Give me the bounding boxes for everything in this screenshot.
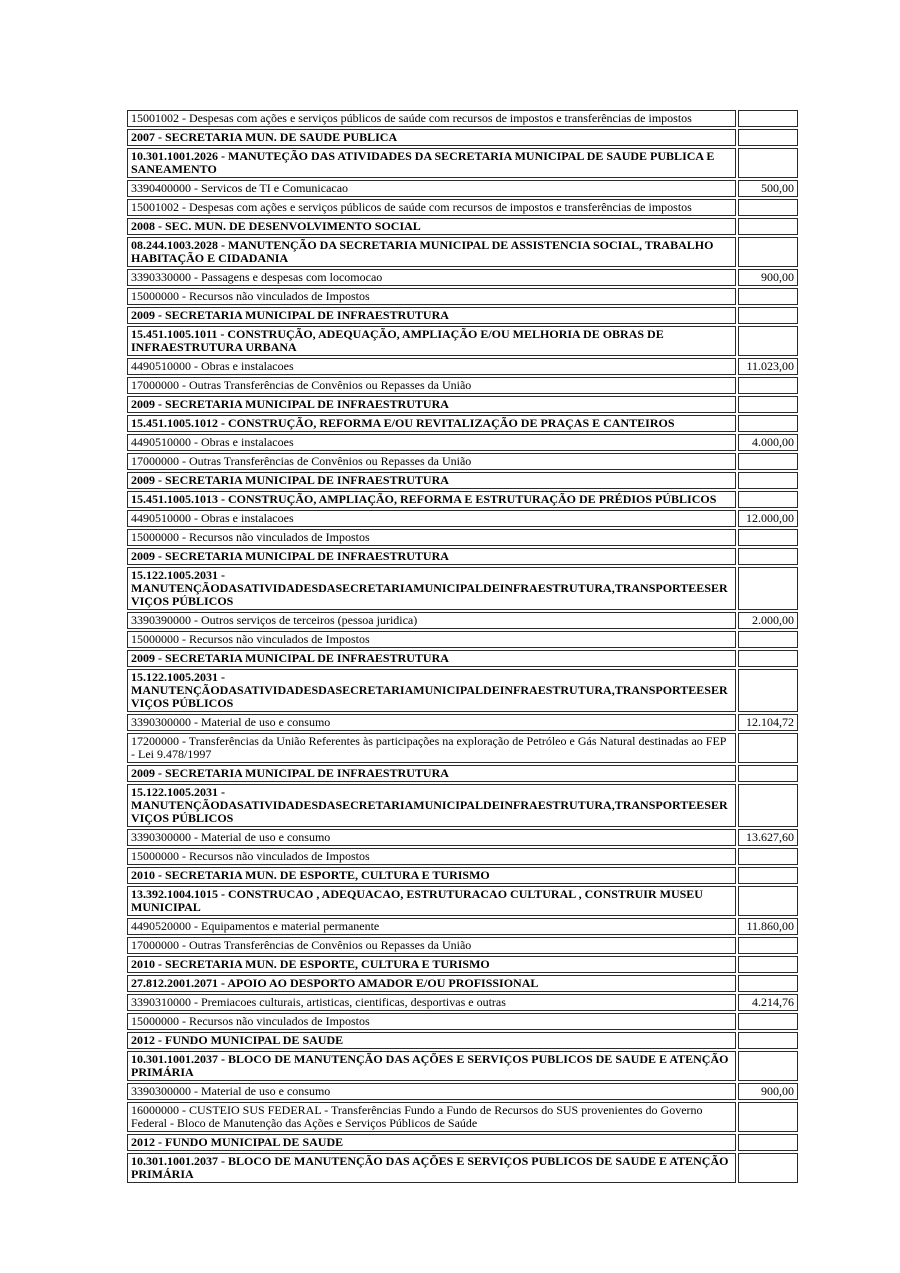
table-row bbox=[127, 1083, 798, 1100]
table-row bbox=[127, 848, 798, 865]
row-description-cell: 15000000 - Recursos não vinculados de Impostos bbox=[127, 1013, 736, 1030]
table-row-heading bbox=[127, 765, 798, 782]
row-description-cell: 3390400000 - Servicos de TI e Comunicacao bbox=[127, 180, 736, 197]
row-value-cell bbox=[738, 218, 798, 235]
row-description-cell: 15.451.1005.1012 - CONSTRUÇÃO, REFORMA E/OU REVITALIZAÇÃO DE PRAÇAS E CANTEIROS bbox=[127, 415, 736, 432]
budget-report-page bbox=[125, 108, 800, 1185]
row-value-cell: 2.000,00 bbox=[738, 612, 798, 629]
table-row-heading bbox=[127, 326, 798, 356]
row-description-cell: 4490510000 - Obras e instalacoes bbox=[127, 510, 736, 527]
row-description-cell: 4490510000 - Obras e instalacoes bbox=[127, 434, 736, 451]
row-description-cell: 3390300000 - Material de uso e consumo bbox=[127, 829, 736, 846]
row-value-cell bbox=[738, 415, 798, 432]
row-value-cell: 12.000,00 bbox=[738, 510, 798, 527]
row-value-cell bbox=[738, 548, 798, 565]
row-value-cell bbox=[738, 288, 798, 305]
row-description-cell: 15.122.1005.2031 - MANUTENÇÃODASATIVIDADESDASECRETARIAMUNICIPALDEINFRAESTRUTURA,TRANSPORTEESERVIÇOS PÚBLICOS bbox=[127, 669, 736, 712]
row-value-cell bbox=[738, 650, 798, 667]
table-row-heading bbox=[127, 567, 798, 610]
row-value-cell bbox=[738, 529, 798, 546]
row-value-cell bbox=[738, 307, 798, 324]
row-description-cell: 15.122.1005.2031 - MANUTENÇÃODASATIVIDADESDASECRETARIAMUNICIPALDEINFRAESTRUTURA,TRANSPORTEESERVIÇOS PÚBLICOS bbox=[127, 784, 736, 827]
row-value-cell bbox=[738, 199, 798, 216]
row-description-cell: 08.244.1003.2028 - MANUTENÇÃO DA SECRETARIA MUNICIPAL DE ASSISTENCIA SOCIAL, TRABALHO HABITAÇÃO E CIDADANIA bbox=[127, 237, 736, 267]
row-value-cell bbox=[738, 1051, 798, 1081]
table-row bbox=[127, 434, 798, 451]
table-row-heading bbox=[127, 472, 798, 489]
table-row bbox=[127, 918, 798, 935]
row-value-cell bbox=[738, 1102, 798, 1132]
row-description-cell: 2010 - SECRETARIA MUN. DE ESPORTE, CULTURA E TURISMO bbox=[127, 867, 736, 884]
row-description-cell: 15001002 - Despesas com ações e serviços públicos de saúde com recursos de impostos e transferências de impostos bbox=[127, 199, 736, 216]
row-value-cell bbox=[738, 472, 798, 489]
row-value-cell: 12.104,72 bbox=[738, 714, 798, 731]
row-value-cell bbox=[738, 237, 798, 267]
row-value-cell bbox=[738, 867, 798, 884]
row-description-cell: 15000000 - Recursos não vinculados de Impostos bbox=[127, 529, 736, 546]
table-row bbox=[127, 199, 798, 216]
row-value-cell bbox=[738, 110, 798, 127]
row-description-cell: 2007 - SECRETARIA MUN. DE SAUDE PUBLICA bbox=[127, 129, 736, 146]
table-row-heading bbox=[127, 669, 798, 712]
table-row-heading bbox=[127, 784, 798, 827]
table-row bbox=[127, 377, 798, 394]
table-row-heading bbox=[127, 491, 798, 508]
row-value-cell bbox=[738, 148, 798, 178]
budget-table bbox=[125, 108, 800, 1185]
table-row bbox=[127, 829, 798, 846]
table-row bbox=[127, 180, 798, 197]
row-description-cell: 15000000 - Recursos não vinculados de Impostos bbox=[127, 848, 736, 865]
table-row bbox=[127, 510, 798, 527]
table-row bbox=[127, 1013, 798, 1030]
table-row-heading bbox=[127, 148, 798, 178]
row-description-cell: 2009 - SECRETARIA MUNICIPAL DE INFRAESTRUTURA bbox=[127, 396, 736, 413]
row-value-cell bbox=[738, 975, 798, 992]
table-row-heading bbox=[127, 1134, 798, 1151]
row-description-cell: 17200000 - Transferências da União Referentes às participações na exploração de Petróleo e Gás Natural destinadas ao FEP - Lei 9.478/1997 bbox=[127, 733, 736, 763]
row-description-cell: 10.301.1001.2037 - BLOCO DE MANUTENÇÃO DAS AÇÕES E SERVIÇOS PUBLICOS DE SAUDE E ATENÇÃO PRIMÁRIA bbox=[127, 1051, 736, 1081]
row-description-cell: 15.451.1005.1011 - CONSTRUÇÃO, ADEQUAÇÃO, AMPLIAÇÃO E/OU MELHORIA DE OBRAS DE INFRAESTRUTURA URBANA bbox=[127, 326, 736, 356]
row-description-cell: 2009 - SECRETARIA MUNICIPAL DE INFRAESTRUTURA bbox=[127, 650, 736, 667]
table-row-heading bbox=[127, 307, 798, 324]
table-row-heading bbox=[127, 1153, 798, 1183]
row-value-cell bbox=[738, 765, 798, 782]
row-value-cell bbox=[738, 886, 798, 916]
table-row bbox=[127, 937, 798, 954]
row-description-cell: 17000000 - Outras Transferências de Convênios ou Repasses da União bbox=[127, 377, 736, 394]
row-description-cell: 2009 - SECRETARIA MUNICIPAL DE INFRAESTRUTURA bbox=[127, 765, 736, 782]
table-row-heading bbox=[127, 396, 798, 413]
budget-table-body bbox=[127, 110, 798, 1183]
row-description-cell: 16000000 - CUSTEIO SUS FEDERAL - Transferências Fundo a Fundo de Recursos do SUS provenientes do Governo Federal - Bloco de Manutenção das Ações e Serviços Públicos de Saúde bbox=[127, 1102, 736, 1132]
row-description-cell: 2012 - FUNDO MUNICIPAL DE SAUDE bbox=[127, 1032, 736, 1049]
row-value-cell bbox=[738, 567, 798, 610]
row-value-cell: 11.023,00 bbox=[738, 358, 798, 375]
row-description-cell: 15001002 - Despesas com ações e serviços públicos de saúde com recursos de impostos e transferências de impostos bbox=[127, 110, 736, 127]
row-description-cell: 15000000 - Recursos não vinculados de Impostos bbox=[127, 631, 736, 648]
table-row bbox=[127, 110, 798, 127]
row-description-cell: 3390310000 - Premiacoes culturais, artisticas, cientificas, desportivas e outras bbox=[127, 994, 736, 1011]
table-row bbox=[127, 288, 798, 305]
table-row-heading bbox=[127, 886, 798, 916]
row-value-cell: 4.214,76 bbox=[738, 994, 798, 1011]
row-description-cell: 15.451.1005.1013 - CONSTRUÇÃO, AMPLIAÇÃO, REFORMA E ESTRUTURAÇÃO DE PRÉDIOS PÚBLICOS bbox=[127, 491, 736, 508]
row-value-cell bbox=[738, 396, 798, 413]
row-description-cell: 2012 - FUNDO MUNICIPAL DE SAUDE bbox=[127, 1134, 736, 1151]
row-value-cell: 900,00 bbox=[738, 269, 798, 286]
row-value-cell bbox=[738, 631, 798, 648]
table-row bbox=[127, 453, 798, 470]
table-row-heading bbox=[127, 237, 798, 267]
row-value-cell bbox=[738, 1032, 798, 1049]
table-row bbox=[127, 269, 798, 286]
table-row bbox=[127, 994, 798, 1011]
table-row bbox=[127, 714, 798, 731]
table-row-heading bbox=[127, 650, 798, 667]
table-row-heading bbox=[127, 956, 798, 973]
row-value-cell: 900,00 bbox=[738, 1083, 798, 1100]
row-value-cell bbox=[738, 784, 798, 827]
row-description-cell: 3390300000 - Material de uso e consumo bbox=[127, 1083, 736, 1100]
row-value-cell bbox=[738, 1013, 798, 1030]
table-row bbox=[127, 1102, 798, 1132]
row-value-cell bbox=[738, 1153, 798, 1183]
row-value-cell bbox=[738, 669, 798, 712]
table-row-heading bbox=[127, 218, 798, 235]
row-value-cell: 13.627,60 bbox=[738, 829, 798, 846]
row-description-cell: 10.301.1001.2037 - BLOCO DE MANUTENÇÃO DAS AÇÕES E SERVIÇOS PUBLICOS DE SAUDE E ATENÇÃO PRIMÁRIA bbox=[127, 1153, 736, 1183]
row-description-cell: 2008 - SEC. MUN. DE DESENVOLVIMENTO SOCIAL bbox=[127, 218, 736, 235]
row-description-cell: 13.392.1004.1015 - CONSTRUCAO , ADEQUACAO, ESTRUTURACAO CULTURAL , CONSTRUIR MUSEU MUNICIPAL bbox=[127, 886, 736, 916]
table-row bbox=[127, 529, 798, 546]
row-value-cell: 11.860,00 bbox=[738, 918, 798, 935]
row-description-cell: 4490520000 - Equipamentos e material permanente bbox=[127, 918, 736, 935]
row-value-cell bbox=[738, 491, 798, 508]
row-description-cell: 3390390000 - Outros serviços de terceiros (pessoa juridica) bbox=[127, 612, 736, 629]
row-description-cell: 27.812.2001.2071 - APOIO AO DESPORTO AMADOR E/OU PROFISSIONAL bbox=[127, 975, 736, 992]
row-value-cell bbox=[738, 129, 798, 146]
row-description-cell: 17000000 - Outras Transferências de Convênios ou Repasses da União bbox=[127, 453, 736, 470]
table-row-heading bbox=[127, 548, 798, 565]
table-row bbox=[127, 612, 798, 629]
row-description-cell: 15.122.1005.2031 - MANUTENÇÃODASATIVIDADESDASECRETARIAMUNICIPALDEINFRAESTRUTURA,TRANSPORTEESERVIÇOS PÚBLICOS bbox=[127, 567, 736, 610]
table-row-heading bbox=[127, 415, 798, 432]
row-value-cell bbox=[738, 956, 798, 973]
row-value-cell bbox=[738, 937, 798, 954]
table-row-heading bbox=[127, 975, 798, 992]
row-description-cell: 17000000 - Outras Transferências de Convênios ou Repasses da União bbox=[127, 937, 736, 954]
table-row-heading bbox=[127, 129, 798, 146]
row-value-cell bbox=[738, 453, 798, 470]
table-row bbox=[127, 358, 798, 375]
row-description-cell: 2009 - SECRETARIA MUNICIPAL DE INFRAESTRUTURA bbox=[127, 548, 736, 565]
row-value-cell bbox=[738, 1134, 798, 1151]
row-value-cell bbox=[738, 326, 798, 356]
row-description-cell: 3390300000 - Material de uso e consumo bbox=[127, 714, 736, 731]
row-value-cell bbox=[738, 848, 798, 865]
row-description-cell: 2010 - SECRETARIA MUN. DE ESPORTE, CULTURA E TURISMO bbox=[127, 956, 736, 973]
table-row-heading bbox=[127, 867, 798, 884]
row-description-cell: 10.301.1001.2026 - MANUTEÇÃO DAS ATIVIDADES DA SECRETARIA MUNICIPAL DE SAUDE PUBLICA E SANEAMENTO bbox=[127, 148, 736, 178]
row-description-cell: 15000000 - Recursos não vinculados de Impostos bbox=[127, 288, 736, 305]
row-value-cell bbox=[738, 733, 798, 763]
row-description-cell: 2009 - SECRETARIA MUNICIPAL DE INFRAESTRUTURA bbox=[127, 472, 736, 489]
row-value-cell bbox=[738, 377, 798, 394]
table-row-heading bbox=[127, 1032, 798, 1049]
row-value-cell: 500,00 bbox=[738, 180, 798, 197]
row-description-cell: 4490510000 - Obras e instalacoes bbox=[127, 358, 736, 375]
row-value-cell: 4.000,00 bbox=[738, 434, 798, 451]
row-description-cell: 2009 - SECRETARIA MUNICIPAL DE INFRAESTRUTURA bbox=[127, 307, 736, 324]
table-row bbox=[127, 631, 798, 648]
table-row bbox=[127, 733, 798, 763]
row-description-cell: 3390330000 - Passagens e despesas com locomocao bbox=[127, 269, 736, 286]
table-row-heading bbox=[127, 1051, 798, 1081]
